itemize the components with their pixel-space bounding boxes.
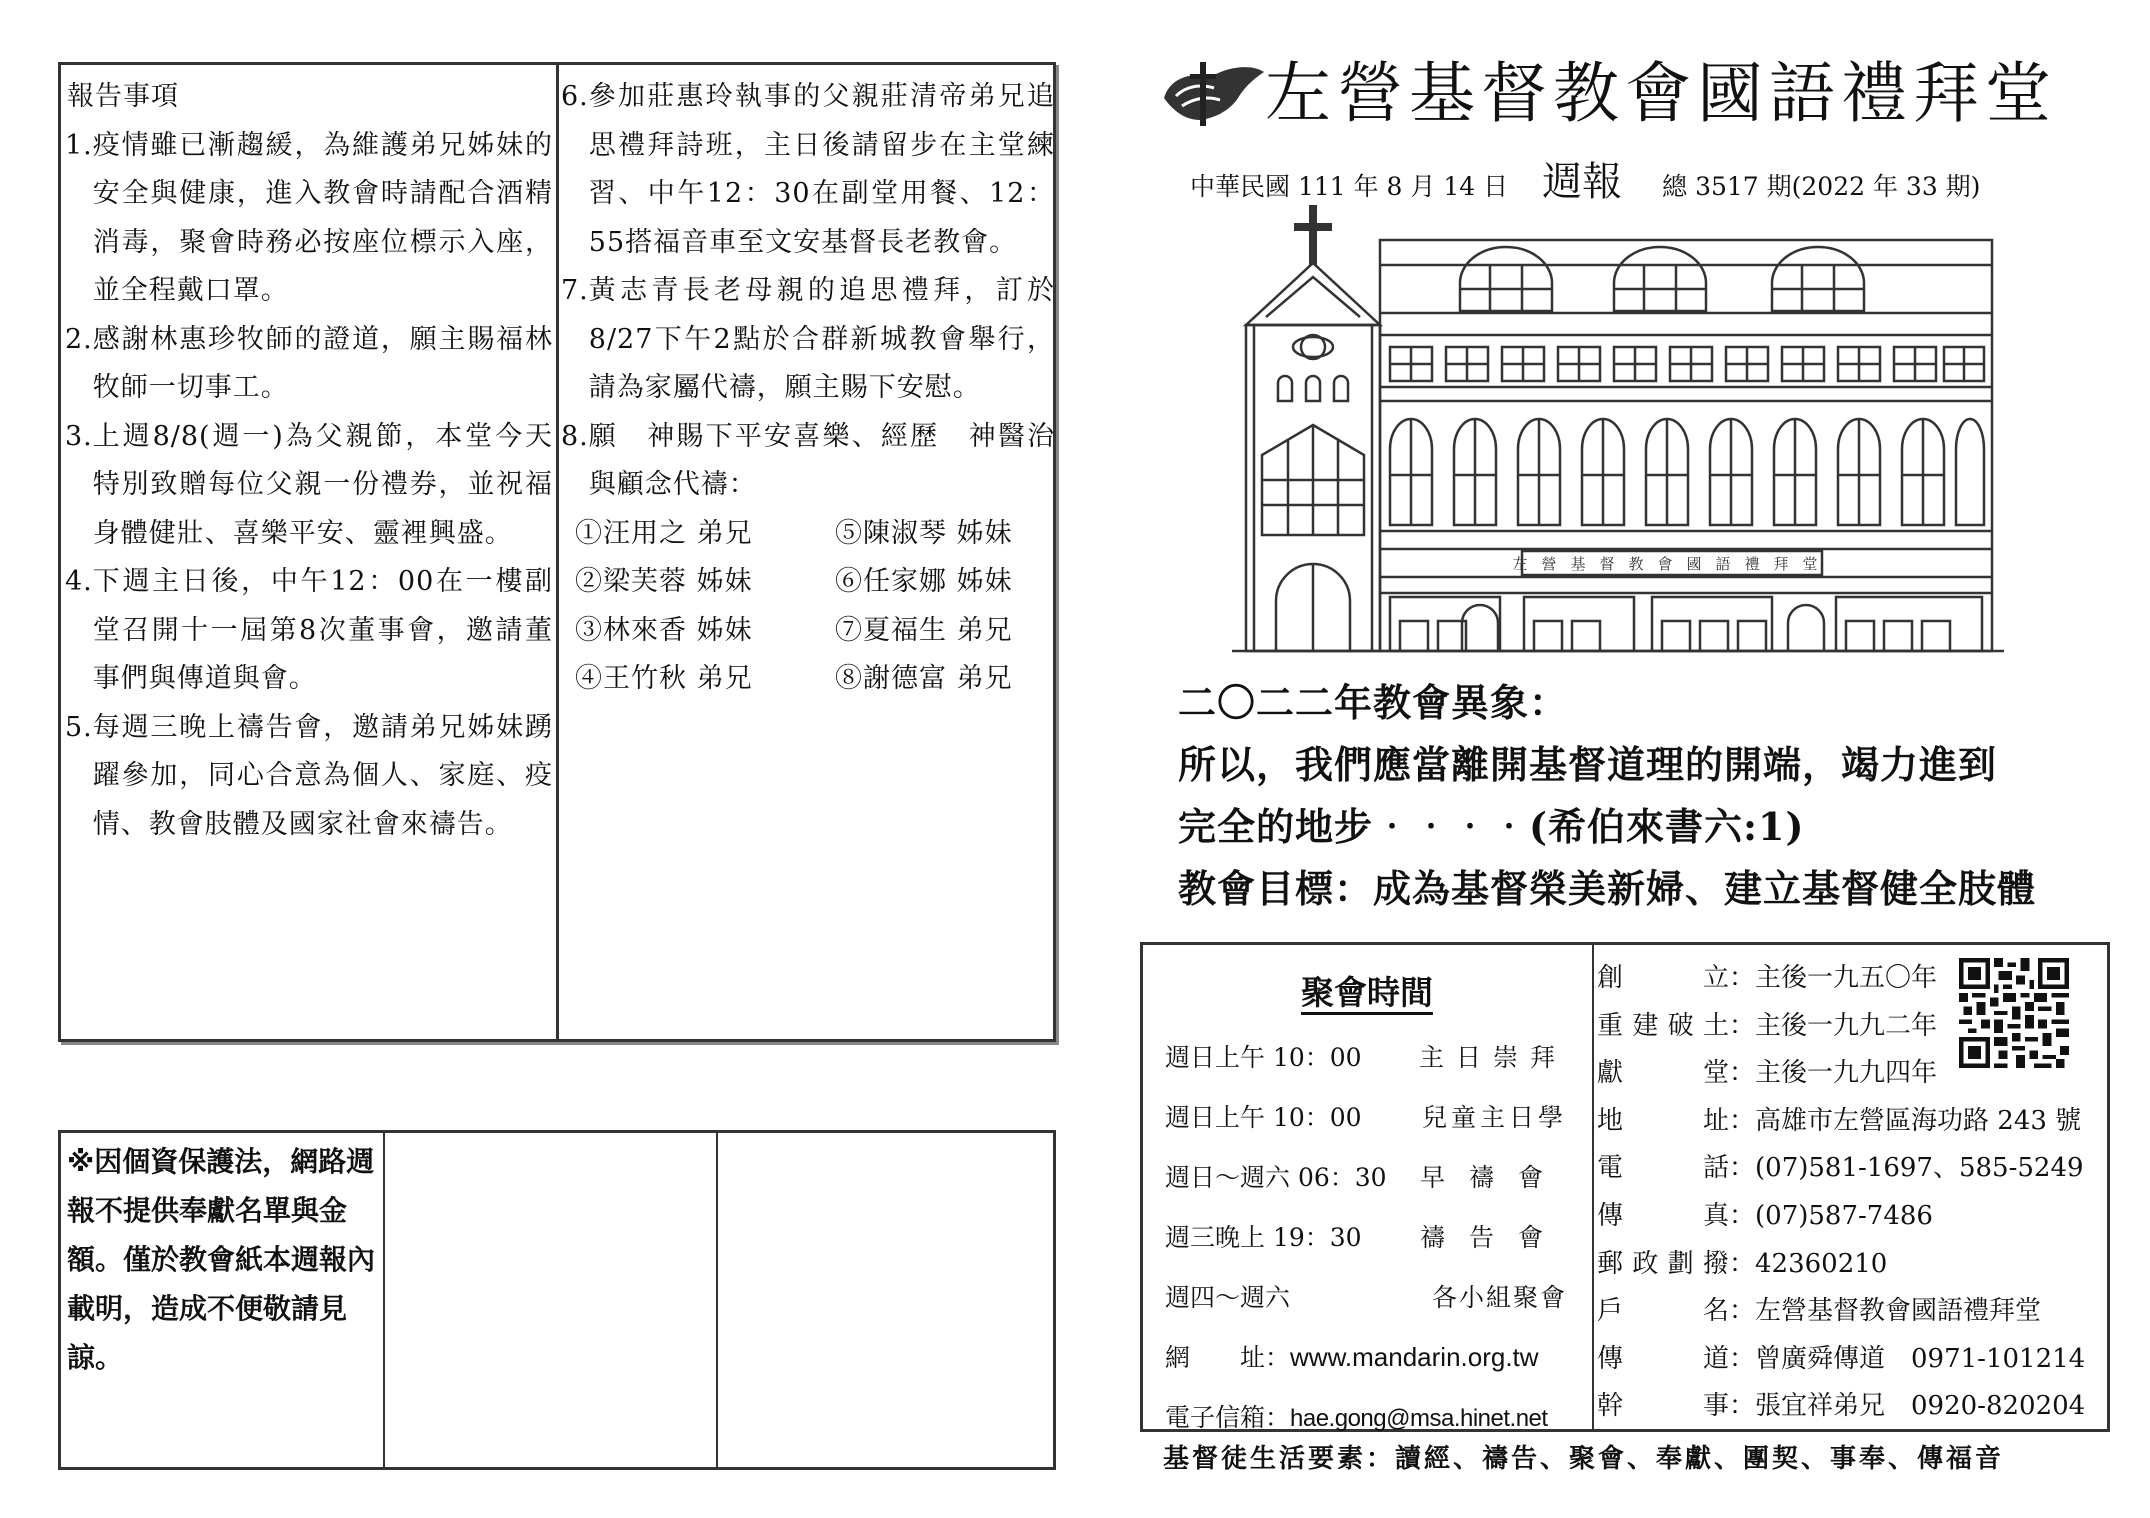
announcement-item-8: 8. 願 神賜下平安喜樂、經歷 神醫治與顧念代禱： [561, 420, 1055, 500]
bulletin-title: 週報 [1542, 159, 1623, 205]
meeting-name: 禱告會 [1419, 1223, 1567, 1252]
prayer-list-item: ②梁芙蓉 姊妹 [575, 566, 753, 597]
vision-statement [1178, 672, 2036, 920]
prayer-list-item: ④王竹秋 弟兄 [575, 663, 753, 694]
announcement-item-3: 3. 上週8/8(週一)為父親節，本堂今天特別致贈每位父親一份禮券，並祝福身體健壯、喜樂平安、靈裡興盛。 [65, 420, 553, 549]
church-building-illustration [1232, 205, 2004, 660]
detail-row-dedication: 獻堂：主後一九九四年 [1597, 1058, 1938, 1089]
meeting-name: 兒童主日學 [1421, 1103, 1567, 1132]
column-divider [556, 65, 559, 1039]
meeting-row [1143, 1278, 1591, 1314]
detail-row-secretary: 幹事：張宜祥弟兄 0920-820204 [1597, 1391, 2086, 1422]
meeting-time: 週三晚上 19：30 [1165, 1223, 1362, 1252]
qr-code-icon[interactable] [1959, 958, 2069, 1068]
meeting-row [1143, 1158, 1591, 1194]
church-logo-icon [1160, 58, 1268, 128]
meeting-row [1143, 1098, 1591, 1134]
meeting-name: 各小組聚會 [1431, 1283, 1567, 1312]
email-link[interactable]: hae.gong@msa.hinet.net [1290, 1405, 1548, 1432]
detail-row-preacher: 傳道：曾廣舜傳道 0971-101214 [1597, 1343, 2086, 1374]
meeting-row [1143, 1038, 1591, 1074]
offering-box [58, 1130, 1056, 1470]
bulletin-date: 中華民國 111 年 8 月 14 日 [1190, 172, 1509, 201]
christian-life-essentials: 基督徒生活要素：讀經、禱告、聚會、奉獻、團契、事奉、傳福音 [1163, 1444, 2005, 1474]
detail-row-postal-account: 郵政劃撥：42360210 [1597, 1248, 1888, 1279]
announcement-item-2: 2. 感謝林惠珍牧師的證道，願主賜福林牧師一切事工。 [65, 323, 553, 403]
announcements-box [58, 62, 1056, 1042]
detail-row-phone: 電話：(07)581-1697、585-5249 [1597, 1153, 2084, 1184]
church-goal: 教會目標：成為基督榮美新婦、建立基督健全肢體 [1178, 866, 2037, 911]
vision-title: 二〇二二年教會異象： [1178, 680, 1569, 725]
prayer-list-item: ①汪用之 弟兄 [575, 517, 753, 549]
announcements-right-column [561, 73, 1055, 704]
announcements-left-column [65, 73, 553, 849]
detail-row-founded: 創立：主後一九五〇年 [1597, 963, 1938, 993]
meeting-time: 週四～週六 [1165, 1283, 1291, 1312]
detail-row-groundbreaking: 重建破土：主後一九九二年 [1597, 1010, 1938, 1041]
website-link[interactable]: www.mandarin.org.tw [1290, 1342, 1539, 1372]
email-row [1143, 1398, 1591, 1434]
email-label: 電子信箱： [1165, 1403, 1291, 1432]
prayer-list-item: ⑧謝德富 弟兄 [835, 663, 1013, 694]
announcements-title: 報告事項 [67, 81, 179, 112]
offering-divider [383, 1133, 385, 1467]
issue-number: 總 3517 期(2022 年 33 期) [1662, 172, 1981, 201]
meeting-time: 週日上午 10：00 [1165, 1103, 1362, 1132]
bulletin-dateline [1190, 150, 1980, 207]
church-name: 左營基督教會國語禮拜堂 [1265, 55, 2057, 132]
announcement-item-7: 7. 黃志青長老母親的追思禮拜，訂於8/27下午2點於合群新城教會舉行，請為家屬代禱，願主賜下安慰。 [561, 275, 1055, 403]
offering-divider [716, 1133, 718, 1467]
announcement-item-1: 1. 疫情雖已漸趨緩，為維護弟兄姊妹的安全與健康，進入教會時請配合酒精消毒，聚會時務必按座位標示入座，並全程戴口罩。 [65, 129, 553, 306]
prayer-list [561, 510, 1055, 704]
announcement-item-4: 4. 下週主日後，中午12：00在一樓副堂召開十一屆第8次董事會，邀請董事們與傳道與會。 [65, 566, 553, 694]
announcement-item-6: 6. 參加莊惠玲執事的父親莊清帝弟兄追思禮拜詩班，主日後請留步在主堂練習、中午12：30在副堂用餐、12：55搭福音車至文安基督長老教會。 [561, 81, 1055, 258]
detail-row-address: 地址：高雄市左營區海功路 243 號 [1597, 1105, 2082, 1136]
meeting-time: 週日～週六 06：30 [1165, 1163, 1387, 1192]
announcement-item-5: 5. 每週三晚上禱告會，邀請弟兄姊妹踴躍參加，同心合意為個人、家庭、疫情、教會肢體及國家社會來禱告。 [65, 711, 553, 840]
info-divider [1592, 945, 1594, 1429]
prayer-list-item: ⑤陳淑琴 姊妹 [835, 517, 1013, 549]
meeting-name: 早禱會 [1419, 1163, 1567, 1192]
meeting-schedule-title: 聚會時間 [1301, 973, 1433, 1012]
prayer-list-item: ⑦夏福生 弟兄 [835, 614, 1013, 646]
website-row [1143, 1338, 1591, 1374]
detail-row-fax: 傳真：(07)587-7486 [1597, 1200, 1933, 1231]
meeting-time: 週日上午 10：00 [1165, 1043, 1362, 1072]
prayer-list-item: ③林來香 姊妹 [575, 614, 753, 646]
vision-verse-line-2: 完全的地步‧‧‧‧(希伯來書六:1) [1178, 804, 1805, 849]
privacy-note: ※因個資保護法，網路週報不提供奉獻名單與金額。僅於教會紙本週報內載明，造成不便敬請見諒。 [67, 1145, 376, 1374]
meeting-row [1143, 1218, 1591, 1254]
building-sign-text: 左營基督教會國語禮拜堂 [1512, 555, 1832, 573]
detail-row-account-name: 戶名：左營基督教會國語禮拜堂 [1597, 1296, 2042, 1327]
meeting-schedule [1143, 945, 1591, 1432]
meeting-name: 主日崇拜 [1418, 1043, 1567, 1072]
vision-verse-line-1: 所以，我們應當離開基督道理的開端，竭力進到 [1178, 742, 1998, 787]
prayer-list-item: ⑥任家娜 姊妹 [835, 566, 1013, 597]
website-label: 網 址： [1165, 1343, 1291, 1372]
